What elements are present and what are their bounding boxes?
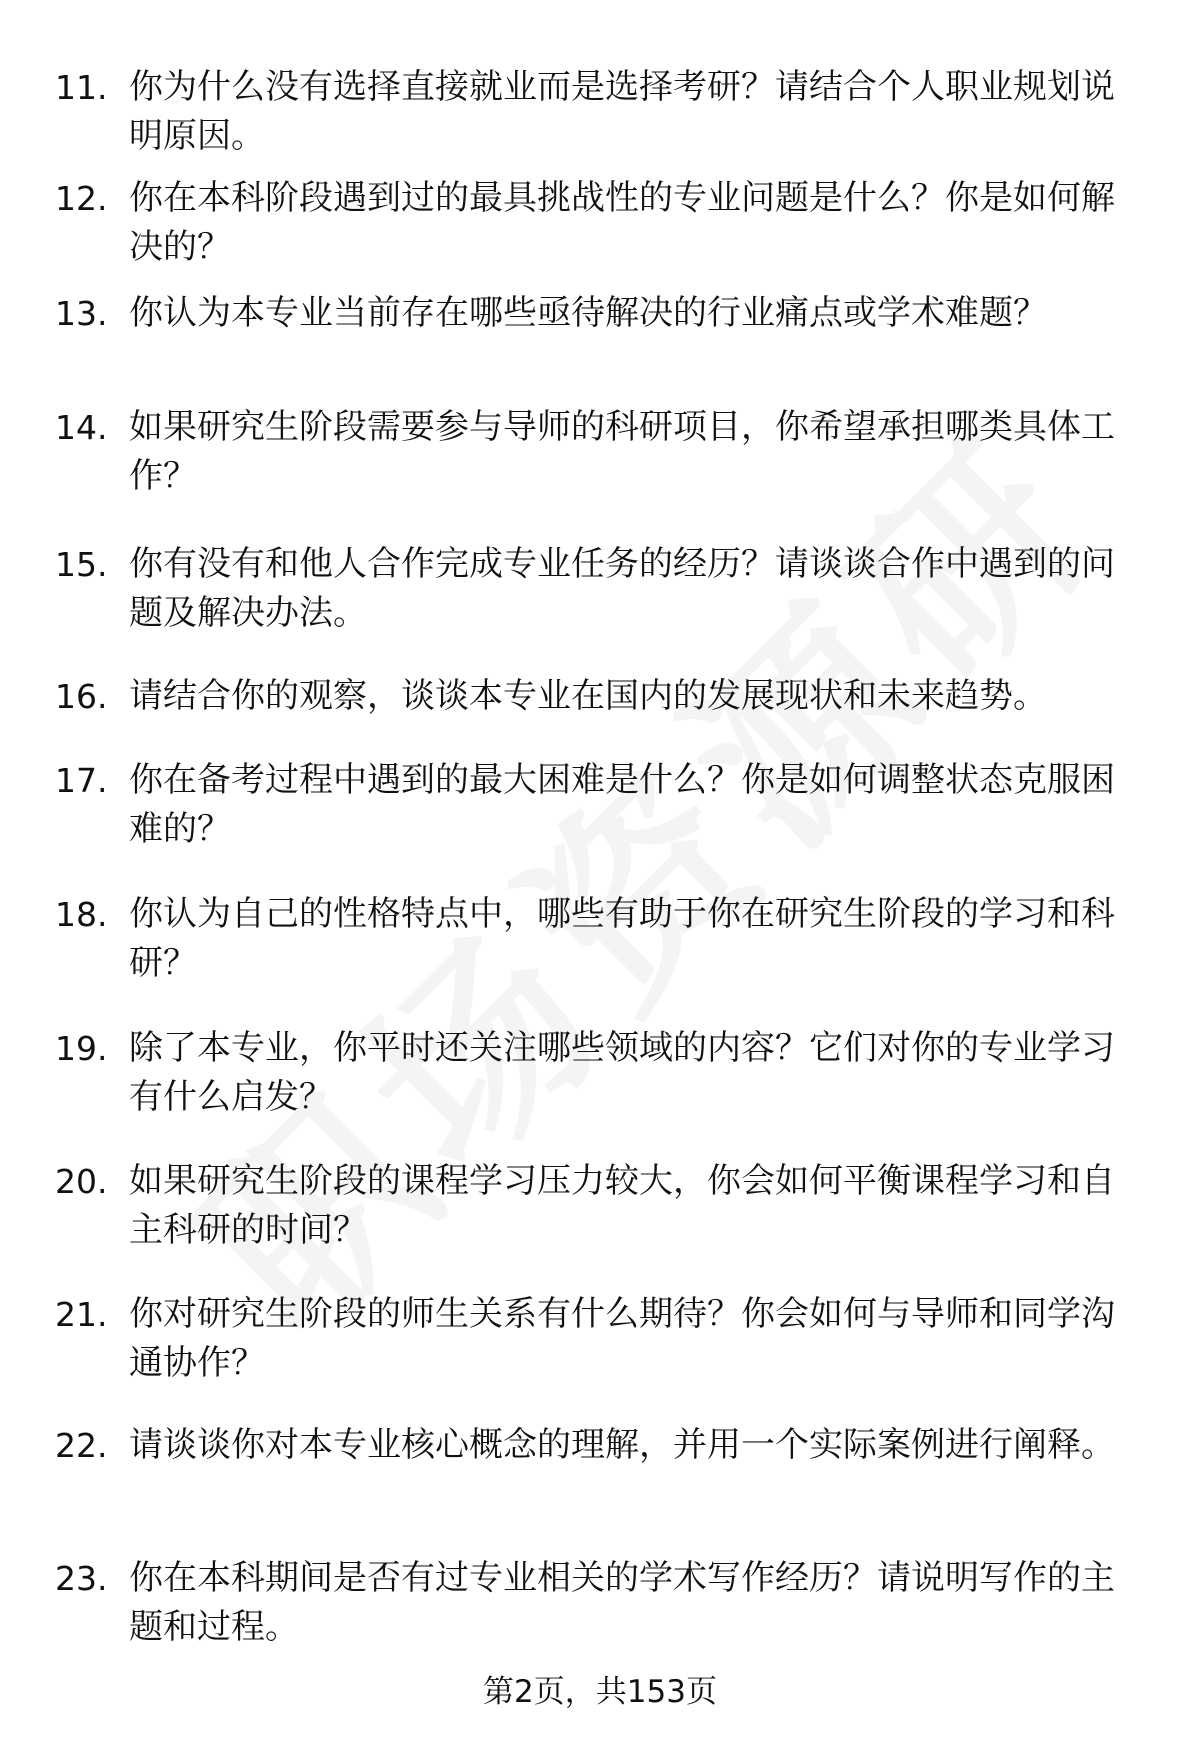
question-number: 15. [55, 545, 108, 584]
question-number: 11. [55, 68, 108, 107]
question-number: 23. [55, 1559, 108, 1598]
question-text: 你认为本专业当前存在哪些亟待解决的行业痛点或学术难题？ [129, 293, 1047, 333]
question-number: 16. [55, 677, 108, 716]
question-text: 你在本科阶段遇到过的最具挑战性的专业问题是什么？你是如何解决的？ [129, 178, 1115, 267]
question-text: 你在备考过程中遇到的最大困难是什么？你是如何调整状态克服困难的？ [129, 760, 1115, 849]
question-number: 17. [55, 761, 108, 800]
question-number: 13. [55, 294, 108, 333]
question-number: 18. [55, 895, 108, 934]
question-number: 20. [55, 1162, 108, 1201]
question-text: 如果研究生阶段需要参与导师的科研项目，你希望承担哪类具体工作？ [129, 407, 1115, 496]
question-number: 12. [55, 179, 108, 218]
question-text: 你认为自己的性格特点中，哪些有助于你在研究生阶段的学习和科研？ [129, 894, 1115, 983]
question-number: 21. [55, 1295, 108, 1334]
question-text: 你在本科期间是否有过专业相关的学术写作经历？请说明写作的主题和过程。 [129, 1558, 1115, 1647]
question-text: 你有没有和他人合作完成专业任务的经历？请谈谈合作中遇到的问题及解决办法。 [129, 544, 1115, 633]
question-text: 如果研究生阶段的课程学习压力较大，你会如何平衡课程学习和自主科研的时间？ [129, 1161, 1115, 1250]
question-text: 你对研究生阶段的师生关系有什么期待？你会如何与导师和同学沟通协作？ [129, 1294, 1115, 1383]
question-number: 14. [55, 408, 108, 447]
question-text: 你为什么没有选择直接就业而是选择考研？请结合个人职业规划说明原因。 [129, 67, 1115, 156]
question-number: 22. [55, 1426, 108, 1465]
question-text: 除了本专业，你平时还关注哪些领域的内容？它们对你的专业学习有什么启发？ [129, 1028, 1115, 1117]
page-footer: 第2页，共153页 [483, 1674, 717, 1710]
question-text: 请结合你的观察，谈谈本专业在国内的发展现状和未来趋势。 [129, 676, 1047, 716]
question-text: 请谈谈你对本专业核心概念的理解，并用一个实际案例进行阐释。 [129, 1425, 1115, 1465]
question-number: 19. [55, 1029, 108, 1068]
